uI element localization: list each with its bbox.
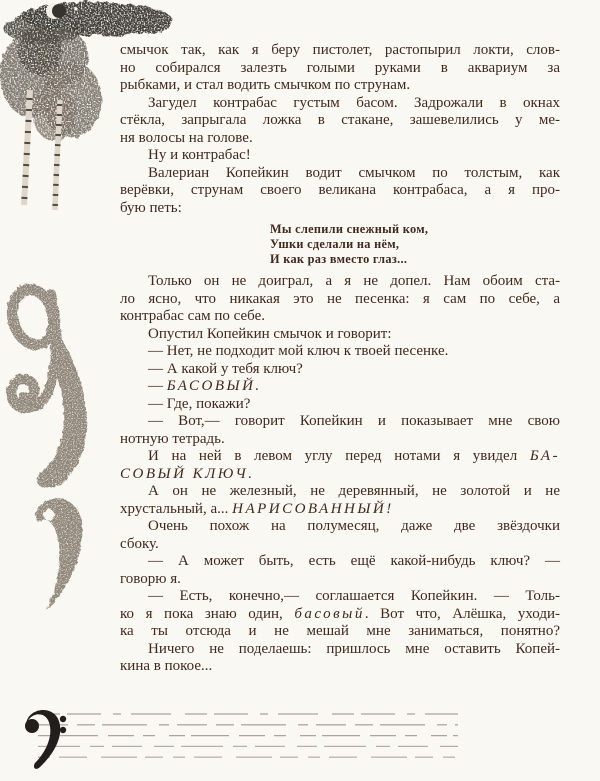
text-line: Загудел контрабас густым басом. Задрожали в окнах [148, 94, 560, 111]
clef-curl-ball [18, 392, 32, 406]
bass-clef-ornament [0, 272, 110, 617]
verse-block [270, 222, 560, 267]
paragraphs-before-verse [120, 42, 560, 217]
text-line: И на ней в левом углу перед нотами я увидел БА- [148, 448, 560, 464]
text-line: смычок так, как я беру пистолет, растопырил локти, слов- [120, 42, 560, 58]
text-line: стёкла, запрыгала ложка в стакане, зашевелились у ме- [120, 112, 560, 128]
text-line: — А какой у тебя ключ? [148, 360, 303, 377]
text-line: — БАСОВЫЙ. [148, 378, 262, 394]
verse-line: Ушки сделали на нём, [270, 237, 400, 251]
verse-line: Мы слепили снежный ком, [270, 222, 429, 236]
text-line: верёвки, струнам своего великана контрабаса, а я про- [120, 182, 560, 198]
text-line: ко я пока знаю один, басовый. Вот что, Алёшка, уходи- [120, 605, 560, 622]
clef-stem-curl [11, 294, 56, 408]
star-icon [74, 7, 77, 10]
staff-lines [38, 714, 458, 757]
clef-comma [36, 498, 83, 610]
text-line: — Нет, не подходит мой ключ к твоей песенке. [148, 343, 449, 359]
bass-clef-icon [25, 710, 66, 769]
text-line: Очень похож на полумесяц, даже две звёздочки [148, 518, 560, 534]
clef-tail [37, 327, 87, 488]
text-line: нотную тетрадь. [120, 430, 225, 447]
text-line: говорю я. [120, 570, 181, 587]
tree-foliage [0, 26, 102, 141]
text-block [120, 42, 560, 676]
text-line: Опустил Копейкин смычок и говорит: [148, 325, 392, 342]
text-line: Валериан Копейкин водит смычком по толстым, как [148, 164, 560, 181]
verse-line: И как раз вместо глаз... [270, 252, 408, 266]
text-line: ло ясно, что никакая это не песенка: я сам по себе, а [120, 290, 560, 307]
text-line: СОВЫЙ КЛЮЧ. [120, 465, 255, 482]
text-line: сбоку. [120, 535, 159, 552]
bass-clef-staff-ornament [18, 704, 518, 779]
text-line: Ну и контрабас! [148, 147, 251, 163]
text-line: Только он не доиграл, а я не допел. Нам обоим ста- [148, 273, 560, 289]
text-line: Ничего не поделаешь: пришлось мне оставить Копей- [148, 640, 560, 657]
paragraphs-after-verse [120, 273, 560, 676]
crescent-moon-shadow [52, 4, 66, 18]
text-line: кина в покое... [120, 658, 213, 674]
text-line: А он не железный, не деревянный, не золотой и не [148, 483, 560, 499]
clef-comma-hole [44, 510, 55, 521]
text-line: бую петь: [120, 199, 182, 216]
text-line: — Где, покажи? [148, 395, 251, 412]
text-line: но собирался залезть голыми руками в аквариум за [120, 59, 560, 76]
text-line: — Есть, конечно,— соглашается Копейкин. — Толь- [148, 588, 560, 604]
text-line: рыбками, и стал водить смычком по струнам. [120, 77, 411, 93]
text-line: ка ты отсюда и не мешай мне заниматься, понятно? [120, 623, 560, 639]
text-line: хрустальный, а... НАРИСОВАННЫЙ! [120, 500, 394, 517]
text-line: — А может быть, есть ещё какой-нибудь ключ? — [148, 553, 560, 569]
text-line: — Вот,— говорит Копейкин и показывает мне свою [148, 413, 560, 429]
text-line: контрабас сам по себе. [120, 308, 266, 324]
text-line: ня волосы на голове. [120, 129, 253, 146]
